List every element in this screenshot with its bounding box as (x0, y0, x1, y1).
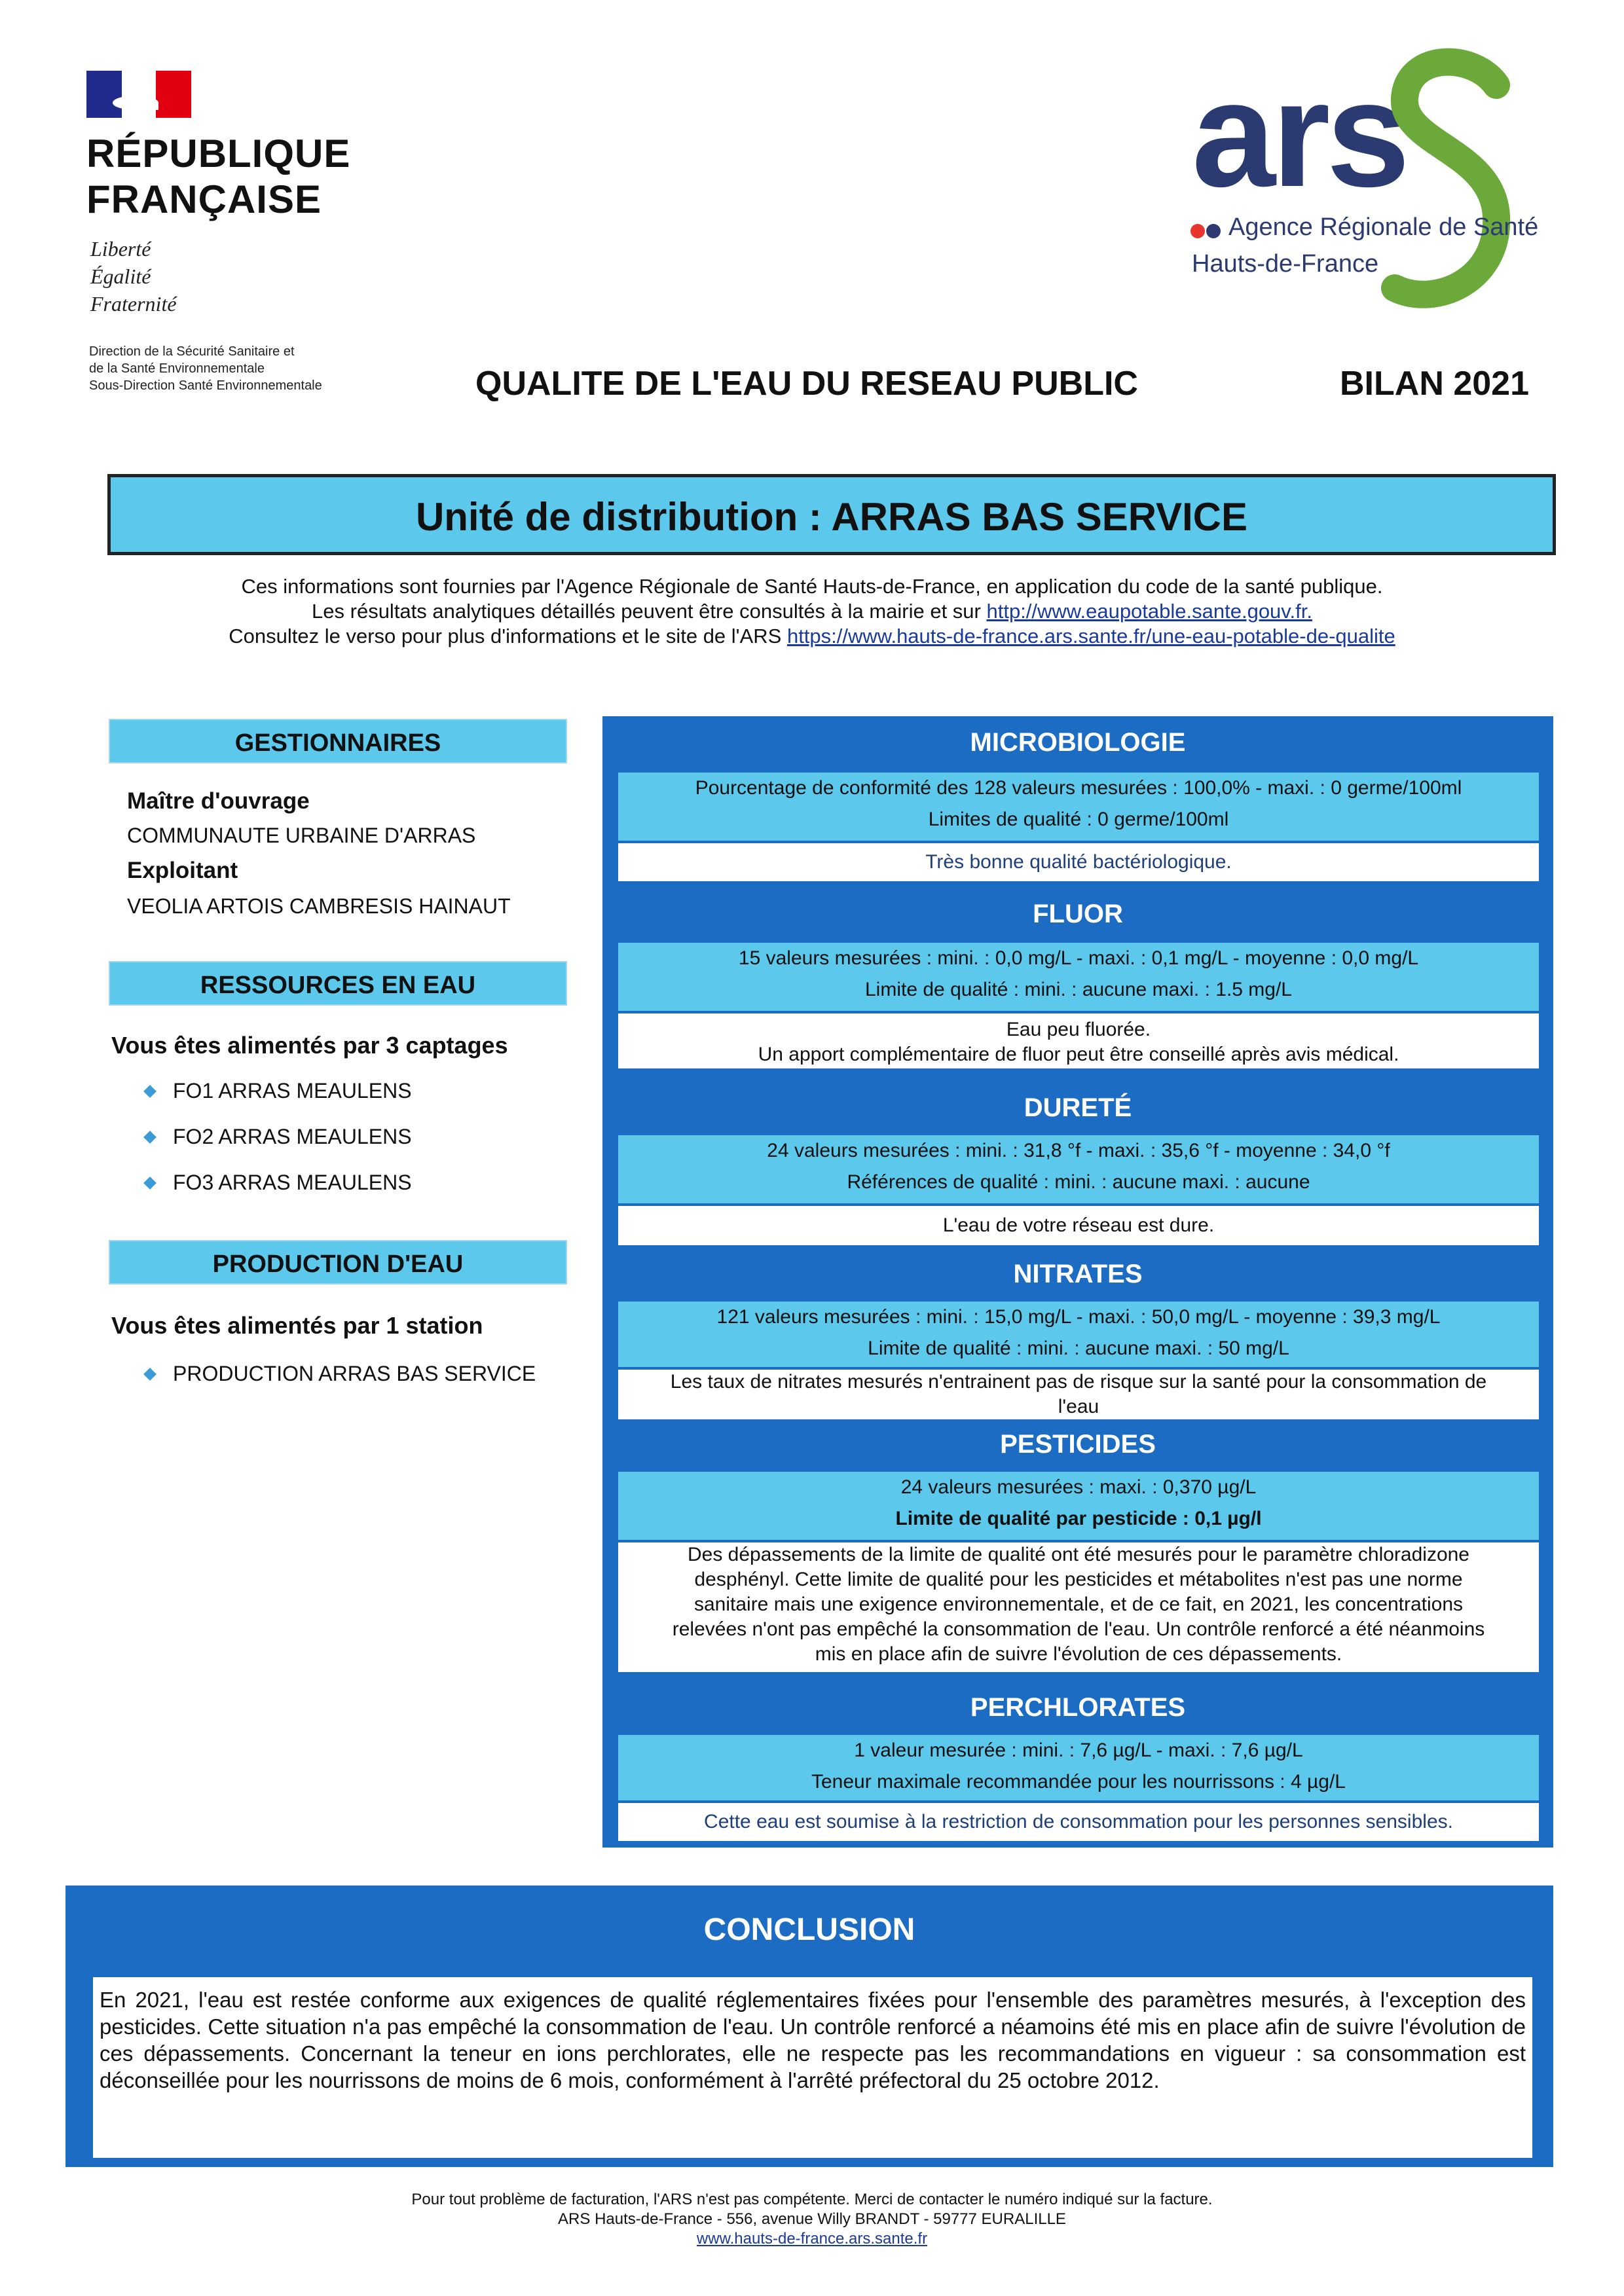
ressources-heading (109, 961, 567, 1006)
fluor-title: FLUOR (1033, 900, 1123, 928)
perchlorates-title: PERCHLORATES (970, 1693, 1186, 1722)
microbiologie-line1: Pourcentage de conformité des 128 valeurs mesurées : 100,0% - maxi. : 0 germe/100ml (695, 777, 1462, 799)
intro-line1: Ces informations sont fournies par l'Agence Régionale de Santé Hauts-de-France, en application du code de la santé publique. (241, 575, 1383, 598)
bullet-icon (143, 1085, 157, 1098)
production-subtitle: Vous êtes alimentés par 1 station (111, 1312, 483, 1339)
maitre-ouvrage-label: Maître d'ouvrage (127, 788, 310, 814)
fluor-comment-line2: Un apport complémentaire de fluor peut être conseillé après avis médical. (758, 1044, 1399, 1065)
pesticides-line2: Limite de qualité par pesticide : 0,1 µg/l (895, 1508, 1262, 1529)
direction-line1: Direction de la Sécurité Sanitaire et (89, 344, 295, 359)
microbiologie-values (618, 773, 1539, 841)
durete-comment: L'eau de votre réseau est dure. (618, 1206, 1539, 1245)
captage-item: FO3 ARRAS MEAULENS (173, 1171, 412, 1194)
nitrates-comment-line1: Les taux de nitrates mesurés n'entrainent pas de risque sur la santé pour la consommation de (670, 1371, 1487, 1393)
intro-line2-text: Les résultats analytiques détaillés peuvent être consultés à la mairie et sur (312, 600, 987, 623)
microbiologie-title: MICROBIOLOGIE (970, 728, 1186, 757)
durete-values (618, 1135, 1539, 1203)
bullet-icon (143, 1131, 157, 1144)
motto-fraternite: Fraternité (90, 292, 177, 316)
fluor-comment-line1: Eau peu fluorée. (1006, 1019, 1151, 1040)
nitrates-line1: 121 valeurs mesurées : mini. : 15,0 mg/L - maxi. : 50,0 mg/L - moyenne : 39,3 mg/L (716, 1306, 1441, 1328)
fluor-line2: Limite de qualité : mini. : aucune maxi. : 1.5 mg/L (865, 979, 1292, 1000)
intro-line3-text: Consultez le verso pour plus d'informations et le site de l'ARS (229, 625, 787, 647)
intro-line2 (65, 600, 1559, 623)
republique-line2: FRANÇAISE (86, 177, 322, 221)
perchlorates-values (618, 1735, 1539, 1800)
conclusion-text: En 2021, l'eau est restée conforme aux exigences de qualité réglementaires fixées pour l'ensemble des paramètres mesurés, à l'exception des pesticides. Cette situation n'a pas empêché la consommation de l'eau. Un contrôle renforcé a néamoins été mis en place afin de suivre l'évolution de ces dépassements. Concernant la teneur en ions perchlorates, elle ne respecte pas les recommandations en vigueur : sa consommation est déconseillée pour les nourrissons de moins de 6 mois, conformément à l'arrêté préfectoral du 25 octobre 2012. (93, 1977, 1532, 2158)
production-heading-label: PRODUCTION D'EAU (212, 1250, 464, 1278)
direction-line2: de la Santé Environnementale (89, 361, 265, 376)
exploitant-value: VEOLIA ARTOIS CAMBRESIS HAINAUT (127, 894, 511, 918)
intro-line3 (65, 625, 1559, 648)
ars-red-dot-icon (1190, 224, 1205, 238)
production-heading (109, 1240, 567, 1285)
motto-egalite: Égalité (90, 264, 151, 288)
nitrates-comment (618, 1370, 1539, 1419)
footer-line1: Pour tout problème de facturation, l'ARS n'est pas compétente. Merci de contacter le numéro indiqué sur la facture. (411, 2191, 1213, 2208)
bullet-icon (143, 1176, 157, 1190)
unit-banner (107, 474, 1556, 555)
gestionnaires-heading-label: GESTIONNAIRES (234, 729, 441, 757)
motto-liberte: Liberté (90, 237, 151, 261)
captage-item: FO2 ARRAS MEAULENS (173, 1125, 412, 1148)
nitrates-comment-line2: l'eau (1058, 1396, 1099, 1417)
marianne-logo (86, 71, 191, 118)
eaupotable-link[interactable]: http://www.eaupotable.sante.gouv.fr. (986, 600, 1312, 623)
ars-blue-dot-icon (1206, 224, 1221, 238)
gestionnaires-heading (109, 719, 567, 763)
ars-logo-text: ars (1192, 50, 1407, 218)
microbiologie-line2: Limites de qualité : 0 germe/100ml (928, 809, 1229, 830)
ressources-subtitle: Vous êtes alimentés par 3 captages (111, 1032, 508, 1059)
footer-ars-link[interactable]: www.hauts-de-france.ars.sante.fr (696, 2230, 928, 2248)
durete-line2: Références de qualité : mini. : aucune maxi. : aucune (847, 1171, 1310, 1193)
fluor-comment (618, 1013, 1539, 1068)
pesticides-comment (618, 1542, 1539, 1672)
pesticides-line1: 24 valeurs mesurées : maxi. : 0,370 µg/L (900, 1476, 1257, 1498)
conclusion-title: CONCLUSION (703, 1912, 915, 1947)
perchlorates-comment: Cette eau est soumise à la restriction de consommation pour les personnes sensibles. (618, 1803, 1539, 1841)
ressources-heading-label: RESSOURCES EN EAU (200, 972, 476, 999)
page-title: QUALITE DE L'EAU DU RESEAU PUBLIC (475, 365, 1138, 403)
direction-line3: Sous-Direction Santé Environnementale (89, 378, 322, 393)
footer-link-row (65, 2230, 1559, 2248)
unit-title: Unité de distribution : ARRAS BAS SERVICE (415, 495, 1248, 539)
perchlorates-line2: Teneur maximale recommandée pour les nourrissons : 4 µg/L (811, 1771, 1346, 1793)
durete-line1: 24 valeurs mesurées : mini. : 31,8 °f - maxi. : 35,6 °f - moyenne : 34,0 °f (767, 1140, 1390, 1161)
exploitant-label: Exploitant (127, 858, 238, 883)
nitrates-values (618, 1302, 1539, 1367)
fluor-line1: 15 valeurs mesurées : mini. : 0,0 mg/L - maxi. : 0,1 mg/L - moyenne : 0,0 mg/L (738, 947, 1419, 969)
pesticides-comment-line: desphényl. Cette limite de qualité pour les pesticides et métabolites n'est pas une norme (694, 1569, 1463, 1590)
ars-website-link[interactable]: https://www.hauts-de-france.ars.sante.fr/une-eau-potable-de-qualite (786, 625, 1395, 647)
bilan-year: BILAN 2021 (1340, 365, 1529, 403)
pesticides-comment-line: Des dépassements de la limite de qualité ont été mesurés pour le paramètre chloradizone (688, 1544, 1469, 1565)
station-item: PRODUCTION ARRAS BAS SERVICE (173, 1362, 536, 1385)
pesticides-comment-line: relevées n'ont pas empêché la consommation de l'eau. Un contrôle renforcé a été néanmoins (672, 1618, 1485, 1640)
pesticides-title: PESTICIDES (1000, 1430, 1156, 1459)
captage-item: FO1 ARRAS MEAULENS (173, 1079, 412, 1102)
bullet-icon (143, 1368, 157, 1381)
ars-region-name: Hauts-de-France (1192, 250, 1379, 278)
republique-line1: RÉPUBLIQUE (86, 132, 351, 175)
microbiologie-comment: Très bonne qualité bactériologique. (618, 843, 1539, 881)
pesticides-comment-line: mis en place afin de suivre l'évolution de ces dépassements. (815, 1643, 1342, 1665)
ars-logo-s-icon (1369, 39, 1519, 321)
nitrates-title: NITRATES (1013, 1260, 1143, 1288)
durete-title: DURETÉ (1024, 1093, 1132, 1122)
pesticides-values (618, 1472, 1539, 1540)
ars-agency-name: Agence Régionale de Santé (1228, 213, 1539, 241)
pesticides-comment-line: sanitaire mais une exigence environnementale, et de ce fait, en 2021, les concentrations (693, 1594, 1464, 1615)
perchlorates-line1: 1 valeur mesurée : mini. : 7,6 µg/L - maxi. : 7,6 µg/L (854, 1740, 1303, 1761)
nitrates-line2: Limite de qualité : mini. : aucune maxi. : 50 mg/L (868, 1338, 1289, 1359)
fluor-values (618, 943, 1539, 1011)
maitre-ouvrage-value: COMMUNAUTE URBAINE D'ARRAS (127, 824, 476, 847)
footer-line2: ARS Hauts-de-France - 556, avenue Willy BRANDT - 59777 EURALILLE (558, 2210, 1066, 2228)
